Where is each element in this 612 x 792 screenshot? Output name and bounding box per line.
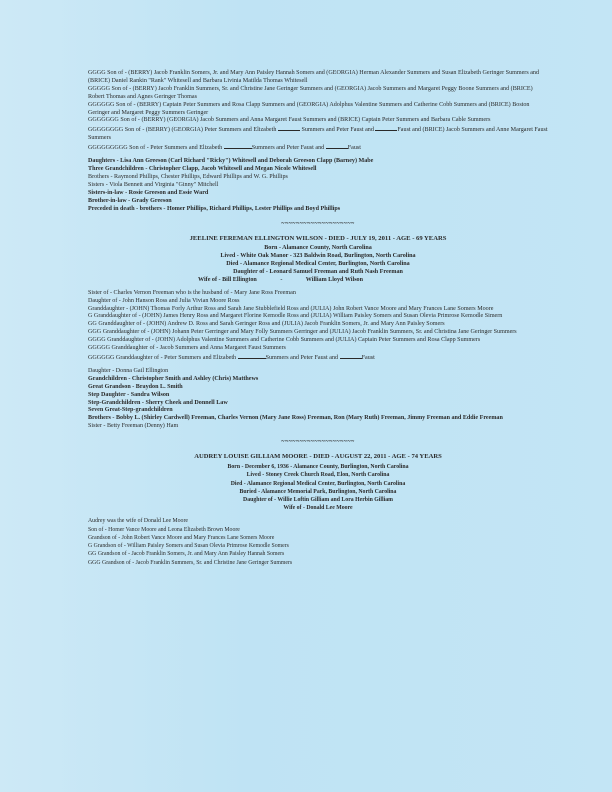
- ancestry-line: [88, 353, 548, 363]
- ancestry-line-end: Faust: [397, 127, 411, 134]
- wife-of-right: William Lloyd Wilson: [305, 276, 363, 283]
- centered-line: Died - Alamance Regional Medical Center, Burlington, North Carolina: [226, 261, 410, 268]
- centered-line: Daughter of - Willie Loftin Gilliam and Lora Herbin Gilliam: [243, 497, 393, 504]
- ancestry-line: GG Grandson of - Jacob Franklin Somers, Jr. and Mary Ann Paisley Hannah Somers: [88, 551, 285, 558]
- family-line: Daughter - Donna Gail Ellington: [88, 367, 169, 374]
- ancestry-line-cont: and (BRICE) Jacob Summers and Anne Margaret Faust Summers: [88, 127, 548, 142]
- ancestry-line: GGGGGGG Son of - (BERRY) (GEORGIA) Jacob Summers and Anna Margaret Faust Summers and (BRICE) Captain Peter Summers and Barbara Cable Summers: [88, 117, 491, 124]
- wife-of-dash: -: [280, 276, 283, 283]
- family-line: Preceded in death - brothers - Homer Phillips, Richard Phillips, Lester Phillips and Boyd Phillips: [88, 205, 341, 212]
- family-line: Sister - Betty Freeman (Denny) Ham: [88, 423, 179, 430]
- ancestry-line: Daughter of - John Hanson Ross and Julia Vivian Moore Ross: [88, 297, 240, 304]
- family-line: Seven Great-Step-grandchildren: [88, 407, 173, 414]
- ancestry-line-mid: Summers and Peter Faust and: [301, 127, 374, 134]
- separator: ~~~~~~~~~~~~~~~~~~~~: [281, 221, 355, 228]
- ancestry-line: Audrey was the wife of Donald Lee Moore: [88, 518, 188, 525]
- blank-line: [278, 125, 300, 131]
- family-line: Grandchildren - Christopher Smith and Ashley (Chris) Matthews: [88, 375, 259, 382]
- ancestry-line: GG Granddaughter of - (JOHN) Andrew D. Ross and Sarah Geringer Ross and (JULIA) Jacob Franklin Somers, Jr. and Mary Ann Paisley Somers: [88, 321, 445, 328]
- ancestry-list: [88, 517, 548, 566]
- ancestry-line: Son of - Homer Vance Moore and Leona Elizabeth Brown Moore: [88, 526, 240, 533]
- blank-line: [375, 125, 397, 131]
- ancestry-line: GGG Grandson of - Jacob Franklin Summers, Sr. and Christine Jane Geringer Summers: [88, 559, 293, 566]
- ancestry-list: [88, 290, 548, 363]
- ancestry-line: Granddaughter - (JOHN) Thomas Forly Arthur Ross and Sarah Jane Stubblefield Ross and (JULIA) John Robert Vance Moore and Mary Frances Lane Somers Moore: [88, 305, 494, 312]
- blank-line: [340, 353, 362, 359]
- ancestry-line-start: GGGGGGGGG Son of - Peter Summers and Elizabeth: [88, 145, 223, 152]
- ancestry-line: GGGG Son of - (BERRY) Jacob Franklin Somers, Jr. and Mary Ann Paisley Hannah Somers and (GEORGIA) Herman Alexander Summers and Susan Elizabeth Geringer Summers and (BRICE) Daniel Rankin "Rank" Whitesell and Barbara Livinia Matilda Thomas Whitesell: [88, 70, 540, 84]
- section-2: [88, 235, 548, 431]
- centered-line: Wife of - Donald Lee Moore: [283, 505, 353, 512]
- ancestry-line: Grandson of - John Robert Vance Moore and Mary Frances Lane Somers Moore: [88, 534, 275, 541]
- wife-of-line: [88, 277, 548, 285]
- blank-line: [326, 143, 348, 149]
- ancestry-line: GGGG Granddaughter of - (JOHN) Adolphus Valentine Summers and Catherine Cobb Summers and (JULIA) Captain Peter Summers and Rosa Clapp Summers: [88, 337, 481, 344]
- ancestry-line-start: GGGGGG Granddaughter of - Peter Summers and Elizabeth: [88, 355, 237, 361]
- family-line: Great Grandson - Braydon L. Smith: [88, 383, 183, 390]
- ancestry-line: GGGGGG Son of - (BERRY) Captain Peter Summers and Rosa Clapp Summers and (GEORGIA) Adolphus Valentine Summers and Catherine Cobb Summers and (BRICE) Boston Geringer and Margaret Peggy Summers Geringer: [88, 101, 530, 116]
- ancestry-line: GGGGG Granddaughter of - Jacob Summers and Anna Margaret Faust Summers: [88, 345, 286, 352]
- section-1: [88, 70, 548, 213]
- family-line: Brothers - Bobby L. (Shirley Cardwell) Freeman, Charles Vernon (Mary Jane Ross) Freeman, Ron (Mary Ruth) Freeman, Jimmy Freeman and Eddie Freeman: [88, 415, 503, 422]
- centered-line: Born - Alamance County, North Carolina: [264, 245, 372, 252]
- wife-of-left: Wife of - Bill Ellington: [198, 276, 257, 283]
- family-line: Sisters-in-law - Rosie Greeson and Essie Ward: [88, 189, 209, 196]
- family-line: Daughters - Lisa Ann Greeson (Carl Richard "Ricky") Whitesell and Deborah Greeson Clapp (Barney) Mabe: [88, 158, 374, 165]
- family-list: [88, 368, 548, 431]
- obituary-heading: JEELINE FEREMAN ELLINGTON WILSON - DIED - JULY 19, 2011 - AGE - 69 YEARS: [189, 235, 447, 243]
- ancestry-line: [88, 143, 548, 153]
- family-line: Step Daughter - Sandra Wilson: [88, 391, 170, 398]
- ancestry-line: [88, 125, 548, 143]
- centered-line: Buried - Alamance Memorial Park, Burlington, North Carolina: [239, 488, 397, 495]
- family-line: Brother-in-law - Grady Greeson: [88, 197, 172, 204]
- ancestry-line: G Granddaughter of - (JOHN) James Henry Ross and Margaret Florine Kemodle Ross and (JULIA) William Paisley Somers and Susan Olevia Primrose Kemodle Simern: [88, 313, 503, 320]
- centered-line: Lived - White Oak Manor - 323 Baldwin Road, Burlington, North Carolina: [220, 253, 416, 260]
- centered-line: Lived - Stoney Creek Church Road, Elon, North Carolina: [246, 472, 390, 479]
- ancestry-line: GGGGG Son of - (BERRY) Jacob Franklin Summers, Sr. and Christine Jane Geringer Summers and (GEORGIA) Jacob Summers and Margaret Peggy Boone Summers and (BRICE) Robert Thomas and Agnes Geringer Thomas: [88, 85, 533, 100]
- ancestry-line-mid: Summers and Peter Faust and: [251, 145, 325, 152]
- ancestry-line: G Grandson of - William Paisley Somers and Susan Olevia Primrose Kemodle Somers: [88, 543, 289, 550]
- obituary-document: [88, 70, 548, 567]
- family-line: Step-Grandchildren - Sherry Cheek and Donnell Law: [88, 399, 228, 406]
- separator: ~~~~~~~~~~~~~~~~~~~~: [281, 439, 355, 446]
- blank-line: [238, 353, 266, 359]
- ancestry-line: Sister of - Charles Vernon Freeman who is the husband of - Mary Jane Ross Freeman: [88, 289, 296, 296]
- centered-line: Born - December 6, 1936 - Alamance County, Burlington, North Carolina: [227, 464, 409, 471]
- centered-line: Died - Alamance Regional Medical Center, Burlington, North Carolina: [230, 480, 406, 487]
- family-list: [88, 158, 548, 213]
- centered-line: Daughter of - Leonard Samuel Freeman and Ruth Nash Freeman: [233, 268, 403, 275]
- obituary-heading: AUDREY LOUISE GILLIAM MOORE - DIED - AUGUST 22, 2011 - AGE - 74 YEARS: [194, 453, 442, 461]
- section-3: [88, 453, 548, 567]
- ancestry-line-end: Faust: [361, 355, 375, 361]
- ancestry-line-start: GGGGGGGG Son of - (BERRY) (GEORGIA) Peter Summers and Elizabeth: [88, 127, 277, 134]
- blank-line: [224, 143, 252, 149]
- ancestry-line-end: Faust: [347, 145, 361, 152]
- family-line: Three Grandchildren - Christopher Clapp, Jacob Whitesell and Megan Nicole Whitesell: [88, 165, 317, 172]
- family-line: Sisters - Viola Bennett and Virginia "Ginny" Mitchell: [88, 181, 219, 188]
- ancestry-line: GGG Granddaughter of - (JOHN) Johann Peter Gerringer and Mary Folly Summers Gerringer and (JULIA) Jacob Franklin Summers, Sr. and Christina Jane Geringer Summers: [88, 329, 517, 336]
- family-line: Brothers - Raymond Phillips, Chester Phillips, Edward Phillips and W. G. Phillips: [88, 173, 288, 180]
- ancestry-line-mid: Summers and Peter Faust and: [265, 355, 339, 361]
